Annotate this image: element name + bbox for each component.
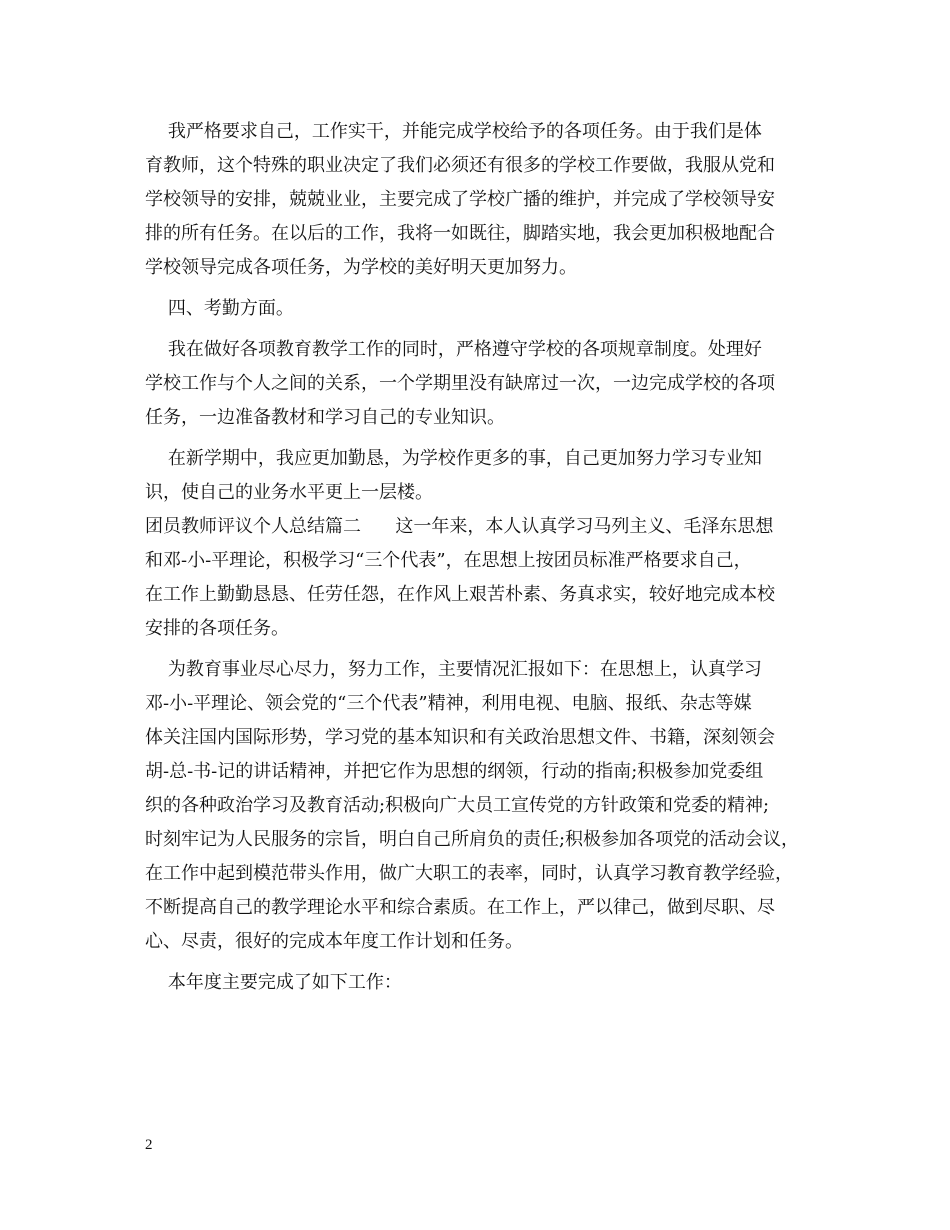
text-line: 织的各种政治学习及教育活动;积极向广大员工宣传党的方针政策和党委的精神; bbox=[145, 795, 770, 816]
text-line: 学校领导的安排，兢兢业业，主要完成了学校广播的维护，并完成了学校领导安 bbox=[145, 189, 775, 210]
text-line: 学校工作与个人之间的关系，一个学期里没有缺席过一次，一边完成学校的各项 bbox=[145, 373, 775, 394]
text-line: 学校领导完成各项任务，为学校的美好明天更加努力。 bbox=[145, 257, 577, 278]
text-line: 体关注国内国际形势，学习党的基本知识和有关政治思想文件、书籍，深刻领会 bbox=[145, 727, 775, 748]
text-line: 心、尽责，很好的完成本年度工作计划和任务。 bbox=[145, 931, 523, 952]
text-line: 任务，一边准备教材和学习自己的专业知识。 bbox=[145, 407, 505, 428]
section-heading: 四、考勤方面。 bbox=[145, 298, 294, 319]
text-line: 在工作中起到模范带头作用，做广大职工的表率，同时，认真学习教育教学经验， bbox=[145, 863, 793, 884]
text-line: 邓-小-平理论、领会党的“三个代表”精神，利用电视、电脑、报纸、杂志等媒 bbox=[145, 693, 752, 714]
text-line: 我在做好各项教育教学工作的同时，严格遵守学校的各项规章制度。处理好 bbox=[145, 339, 762, 360]
text-line: 时刻牢记为人民服务的宗旨，明白自己所肩负的责任;积极参加各项党的活动会议， bbox=[145, 829, 800, 850]
article-title-line: 团员教师评议个人总结篇二 这一年来，本人认真学习马列主义、毛泽东思想 bbox=[145, 516, 774, 537]
text-line: 安排的各项任务。 bbox=[145, 618, 289, 639]
text-line: 在工作上勤勤恳恳、任劳任怨，在作风上艰苦朴素、务真求实，较好地完成本校 bbox=[145, 584, 775, 605]
text-line: 为教育事业尽心尽力，努力工作，主要情况汇报如下：在思想上，认真学习 bbox=[145, 659, 762, 680]
text-line: 本年度主要完成了如下工作： bbox=[145, 972, 402, 993]
text-line: 育教师，这个特殊的职业决定了我们必须还有很多的学校工作要做，我服从党和 bbox=[145, 155, 775, 176]
page-number: 2 bbox=[145, 1137, 153, 1153]
text-line: 在新学期中，我应更加勤恳，为学校作更多的事，自己更加努力学习专业知 bbox=[145, 448, 762, 469]
text-line: 不断提高自己的教学理论水平和综合素质。在工作上，严以律己，做到尽职、尽 bbox=[145, 897, 775, 918]
text-line: 识，使自己的业务水平更上一层楼。 bbox=[145, 482, 433, 503]
text-line: 和邓-小-平理论，积极学习“三个代表”，在思想上按团员标准严格要求自己， bbox=[145, 550, 752, 571]
text-line: 我严格要求自己，工作实干，并能完成学校给予的各项任务。由于我们是体 bbox=[145, 121, 762, 142]
text-line: 胡-总-书-记的讲话精神，并把它作为思想的纲领，行动的指南;积极参加党委组 bbox=[145, 761, 764, 782]
text-line: 排的所有任务。在以后的工作，我将一如既往，脚踏实地，我会更加积极地配合 bbox=[145, 223, 775, 244]
